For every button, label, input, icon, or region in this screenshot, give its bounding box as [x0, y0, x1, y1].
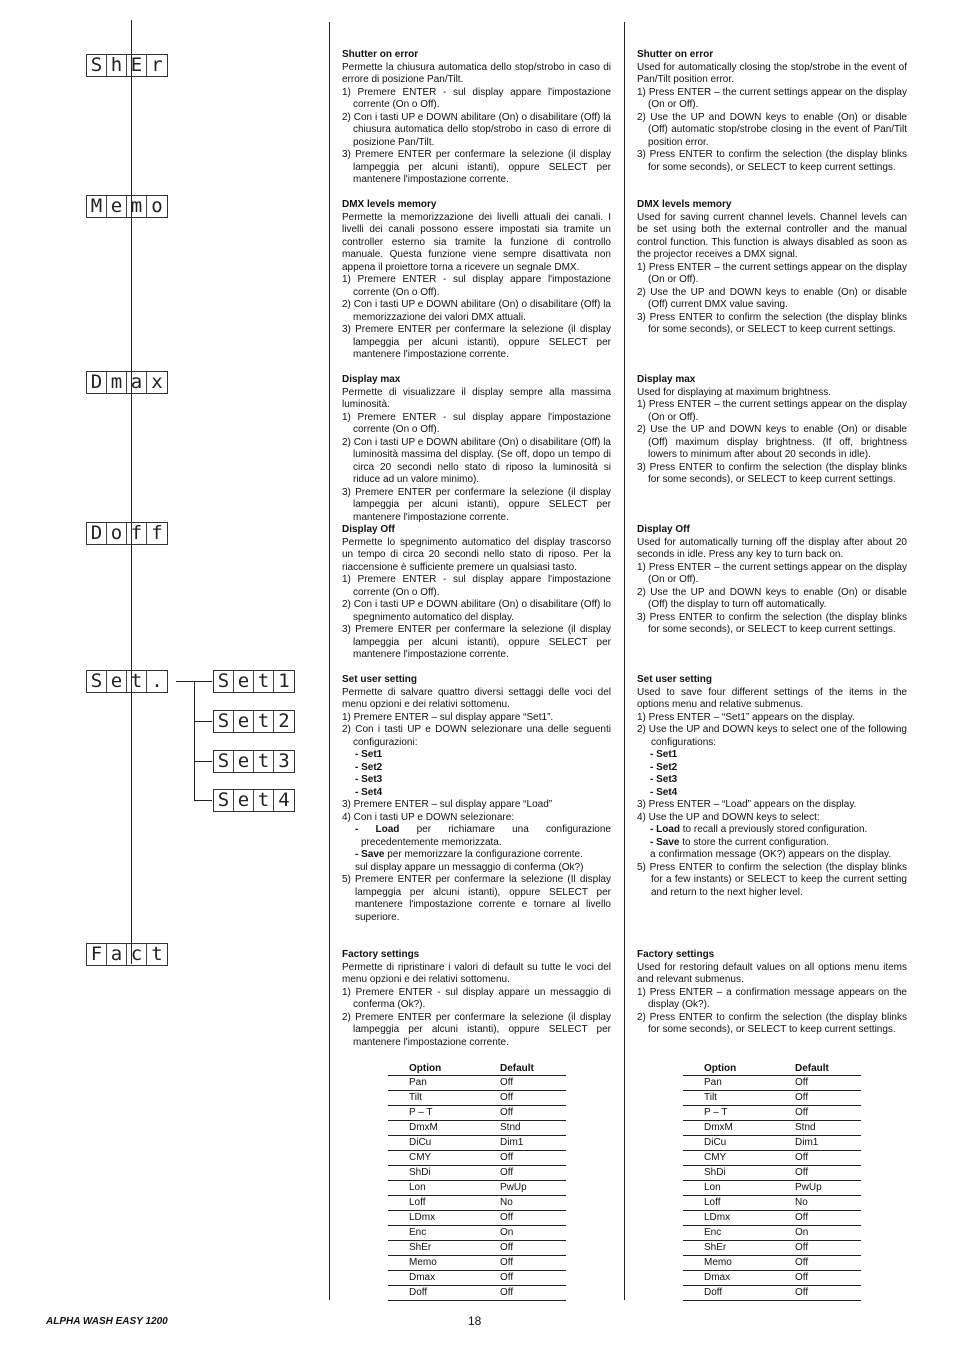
product-name: ALPHA WASH EASY 1200: [46, 1316, 168, 1327]
step: 2) Use the UP and DOWN keys to enable (On) or disable (Off) the display to turn off automatically.: [637, 586, 907, 610]
step: 5) Press ENTER to confirm the selection (the display blinks for a few instants) or SELECT to keep the current setting and return to the next higher level.: [637, 861, 907, 898]
step: 3) Press ENTER to confirm the selection (the display blinks for some seconds), or SELECT to keep current settings.: [637, 461, 907, 485]
display-char: a: [107, 944, 127, 965]
display-char: t: [254, 711, 274, 732]
section-intro: Permette la memorizzazione dei livelli attuali dei canali. I livelli dei canali possono essere impostati sia tramite un controller esterno sia tramite la funzione di controllo manuale. Questa funzione viene sempre disattivata non appena il proiettore torna a ricevere un segnale DMX.: [342, 211, 611, 273]
display-char: M: [87, 196, 107, 217]
display-sher: [86, 54, 168, 77]
table-row: [683, 1256, 861, 1271]
table-row: [388, 1076, 566, 1091]
section-title: Shutter on error: [637, 49, 714, 60]
table-row: [683, 1286, 861, 1301]
default-cell: Off: [774, 1076, 861, 1091]
section-title: Display Off: [342, 524, 395, 535]
it-section-set: [342, 674, 611, 924]
option-cell: DmxM: [388, 1121, 479, 1136]
table-row: [388, 1256, 566, 1271]
table-row: [388, 1271, 566, 1286]
section-intro: Permette di salvare quattro diversi settaggi delle voci del menu opzioni e dei relativi sottomenu.: [342, 686, 611, 710]
display-set3: [213, 750, 295, 773]
default-cell: PwUp: [774, 1181, 861, 1196]
step: 1) Premere ENTER - sul display appare l'impostazione corrente (On o Off).: [342, 411, 611, 435]
table-row: [388, 1241, 566, 1256]
step: 3) Premere ENTER per confermare la selezione (il display lampeggia per alcuni istanti), oppure SELECT per mantenere l'impostazione corrente.: [342, 624, 611, 660]
step: 1) Premere ENTER – sul display appare “Set1”.: [342, 711, 554, 723]
display-memo: [86, 195, 168, 218]
option: - Set3: [650, 774, 678, 785]
option: - Set1: [650, 749, 678, 760]
table-row: [683, 1166, 861, 1181]
en-section-doff: [637, 524, 907, 637]
step: 1) Premere ENTER - sul display appare un messaggio di conferma (Ok?).: [342, 986, 611, 1010]
display-set4: [213, 789, 295, 812]
step: 3) Premere ENTER per confermare la selezione (il display lampeggia per alcuni istanti), oppure SELECT per mantenere l'impostazione corrente.: [342, 324, 611, 360]
table-row: [388, 1196, 566, 1211]
step: 1) Premere ENTER - sul display appare l'impostazione corrente (On o Off).: [342, 86, 611, 110]
column-divider-right: [624, 22, 625, 1300]
display-char: m: [127, 196, 147, 217]
option-cell: Loff: [683, 1196, 774, 1211]
section-intro: Permette lo spegnimento automatico del display trascorso un tempo di circa 20 secondi nello stato di riposo. Per la riaccensione è sufficiente premere un qualsiasi tasto.: [342, 536, 611, 573]
table-row: [388, 1136, 566, 1151]
option-cell: Dmax: [388, 1271, 479, 1286]
display-char: E: [127, 55, 147, 76]
display-char: t: [254, 790, 274, 811]
option-cell: Enc: [683, 1226, 774, 1241]
default-cell: Off: [774, 1256, 861, 1271]
display-char: a: [127, 372, 147, 393]
default-cell: Off: [774, 1211, 861, 1226]
default-cell: Off: [774, 1106, 861, 1121]
default-header: Default: [479, 1061, 566, 1076]
table-row: [388, 1166, 566, 1181]
it-defaults-table: [388, 1061, 566, 1301]
option-header: Option: [683, 1061, 774, 1076]
option-cell: DiCu: [683, 1136, 774, 1151]
section-title: Set user setting: [637, 674, 713, 685]
option-cell: ShEr: [388, 1241, 479, 1256]
step: 2) Use the UP and DOWN keys to enable (On) or disable (Off) automatic stop/strobe closing in the event of Pan/Tilt position error.: [637, 111, 907, 148]
option-cell: CMY: [388, 1151, 479, 1166]
option: - Set2: [355, 761, 383, 773]
option-cell: Dmax: [683, 1271, 774, 1286]
step: 2) Use the UP and DOWN keys to enable (On) or disable (Off) maximum display brightness. (If off, brightness lowers to minimum after about 20 seconds in idle).: [637, 424, 907, 460]
display-char: f: [127, 523, 147, 544]
option-cell: P – T: [388, 1106, 479, 1121]
option-cell: Tilt: [388, 1091, 479, 1106]
display-char: e: [234, 671, 254, 692]
table-row: [388, 1226, 566, 1241]
display-dmax: [86, 371, 168, 394]
option: - Set1: [355, 749, 383, 760]
step: 3) Press ENTER to confirm the selection (the display blinks for some seconds), or SELECT to keep current settings.: [637, 149, 907, 173]
display-set2: [213, 710, 295, 733]
en-defaults-table: [683, 1061, 861, 1301]
table-row: [683, 1106, 861, 1121]
option-cell: CMY: [683, 1151, 774, 1166]
option-header: Option: [388, 1061, 479, 1076]
section-title: DMX levels memory: [342, 199, 437, 210]
step: 2) Con i tasti UP e DOWN abilitare (On) o disabilitare (Off) la luminosità massima del display. (Se off, dopo un tempo di circa 20 secondi nello stato di riposo la luminosità si riduce ad un valore minimo).: [342, 436, 611, 485]
default-cell: Off: [774, 1241, 861, 1256]
option-cell: DiCu: [388, 1136, 479, 1151]
table-row: [683, 1241, 861, 1256]
option-cell: Memo: [388, 1256, 479, 1271]
section-title: Display max: [342, 374, 401, 385]
table-row: [388, 1151, 566, 1166]
step: 1) Press ENTER – a confirmation message appears on the display (Ok?).: [637, 986, 907, 1010]
confirm-text: a confirmation message (OK?) appears on the display.: [650, 849, 892, 860]
default-cell: On: [774, 1226, 861, 1241]
set2-branch-line: [194, 721, 212, 722]
step: 2) Use the UP and DOWN keys to enable (On) or disable (Off) current DMX value saving.: [637, 286, 907, 310]
option-cell: LDmx: [683, 1211, 774, 1226]
display-char: .: [151, 670, 163, 692]
table-header-row: [683, 1061, 861, 1076]
option: - Set4: [355, 786, 383, 798]
section-intro: Used for automatically closing the stop/strobe in the event of Pan/Tilt position error.: [637, 61, 907, 85]
en-section-set: [637, 674, 907, 899]
table-row: [388, 1211, 566, 1226]
step: 2) Use the UP and DOWN keys to select one of the following configurations:: [637, 724, 907, 748]
set4-branch-line: [194, 800, 212, 801]
set3-branch-line: [194, 761, 212, 762]
default-cell: Off: [479, 1241, 566, 1256]
option-cell: ShEr: [683, 1241, 774, 1256]
table-row: [683, 1181, 861, 1196]
default-cell: Off: [479, 1151, 566, 1166]
default-cell: Off: [479, 1091, 566, 1106]
column-divider-left: [329, 22, 330, 1300]
table-row: [683, 1271, 861, 1286]
default-cell: On: [479, 1226, 566, 1241]
table-row: [388, 1181, 566, 1196]
default-cell: Off: [774, 1271, 861, 1286]
default-cell: PwUp: [479, 1181, 566, 1196]
section-title: DMX levels memory: [637, 199, 732, 210]
menu-tree-line: [131, 20, 132, 964]
display-char: D: [87, 523, 107, 544]
option-cell: Pan: [388, 1076, 479, 1091]
default-cell: Off: [774, 1151, 861, 1166]
default-cell: Stnd: [479, 1121, 566, 1136]
display-doff: [86, 522, 168, 545]
step: 3) Press ENTER to confirm the selection (the display blinks for some seconds), or SELECT to keep current settings.: [637, 311, 907, 335]
display-char: 2: [278, 710, 290, 732]
section-title: Display Off: [637, 524, 690, 535]
default-cell: Off: [479, 1271, 566, 1286]
option-cell: Doff: [388, 1286, 479, 1301]
option-cell: ShDi: [683, 1166, 774, 1181]
table-row: [388, 1091, 566, 1106]
option-cell: Enc: [388, 1226, 479, 1241]
step: 3) Press ENTER – “Load” appears on the display.: [637, 799, 857, 810]
step: 4) Con i tasti UP e DOWN selezionare:: [342, 811, 515, 823]
display-char: S: [214, 711, 234, 732]
step: 4) Use the UP and DOWN keys to select:: [637, 811, 820, 823]
section-intro: Used for restoring default values on all options menu items and relevant submenus.: [637, 961, 907, 985]
display-char: h: [107, 55, 127, 76]
step: 1) Premere ENTER - sul display appare l'impostazione corrente (On o Off).: [342, 574, 611, 598]
display-char: t: [254, 671, 274, 692]
page-number: 18: [468, 1314, 482, 1328]
section-intro: Used for automatically turning off the display after about 20 seconds in idle. Press any key to turn back on.: [637, 536, 907, 560]
option-save: - Save per memorizzare la configurazione corrente.: [355, 849, 583, 860]
display-char: o: [107, 523, 127, 544]
section-intro: Used for displaying at maximum brightness.: [637, 386, 831, 398]
step: 1) Press ENTER – the current settings appear on the display (On or Off).: [637, 86, 907, 110]
step: 2) Con i tasti UP e DOWN abilitare (On) o disabilitare (Off) la chiusura automatica dello stop/strobo in caso di errore di posizione Pan/Tilt.: [342, 111, 611, 148]
step: 1) Premere ENTER - sul display appare l'impostazione corrente (On o Off).: [342, 274, 611, 298]
display-char: F: [87, 944, 107, 965]
option-cell: Lon: [683, 1181, 774, 1196]
display-char: 4: [278, 789, 290, 811]
display-char: m: [107, 372, 127, 393]
set-submenu-line: [194, 681, 195, 801]
default-cell: Off: [774, 1286, 861, 1301]
default-cell: Off: [479, 1286, 566, 1301]
table-row: [683, 1136, 861, 1151]
section-title: Display max: [637, 374, 696, 385]
display-char: S: [87, 671, 107, 692]
it-section-fact: [342, 949, 611, 1049]
display-char: x: [151, 371, 163, 393]
option-cell: DmxM: [683, 1121, 774, 1136]
display-char: D: [87, 372, 107, 393]
table-row: [683, 1196, 861, 1211]
display-char: 1: [278, 670, 290, 692]
display-char: t: [254, 751, 274, 772]
option-cell: Memo: [683, 1256, 774, 1271]
default-cell: Stnd: [774, 1121, 861, 1136]
step: 2) Con i tasti UP e DOWN abilitare (On) o disabilitare (Off) lo spegnimento automatico del display.: [342, 599, 611, 623]
en-section-sher: [637, 49, 907, 174]
option-cell: P – T: [683, 1106, 774, 1121]
default-cell: Off: [774, 1091, 861, 1106]
display-char: f: [151, 522, 163, 544]
display-char: S: [214, 751, 234, 772]
step: 1) Press ENTER – the current settings appear on the display (On or Off).: [637, 561, 907, 585]
display-char: t: [127, 671, 147, 692]
default-cell: Off: [479, 1211, 566, 1226]
table-row: [683, 1121, 861, 1136]
default-header: Default: [774, 1061, 861, 1076]
step: 5) Premere ENTER per confermare la selezione (Il display lampeggia per alcuni istanti), oppure SELECT per mantenere l'impostazione corrente e tornare al livello superiore.: [342, 874, 611, 923]
en-section-fact: [637, 949, 907, 1037]
section-intro: Permette di visualizzare il display sempre alla massima luminosità.: [342, 386, 611, 410]
step: 1) Press ENTER – “Set1” appears on the display.: [637, 711, 855, 723]
table-row: [388, 1106, 566, 1121]
display-char: e: [107, 196, 127, 217]
step: 2) Premere ENTER per confermare la selezione (il display lampeggia per alcuni istanti), oppure SELECT per mantenere l'impostazione corrente.: [342, 1011, 611, 1048]
table-row: [683, 1076, 861, 1091]
option-load: - Load to recall a previously stored configuration.: [650, 824, 868, 835]
it-section-sher: [342, 49, 611, 187]
default-cell: Off: [479, 1256, 566, 1271]
table-row: [683, 1211, 861, 1226]
step: 1) Press ENTER – the current settings appear on the display (On or Off).: [637, 261, 907, 285]
en-section-dmax: [637, 374, 907, 487]
display-char: r: [151, 54, 163, 76]
table-header-row: [388, 1061, 566, 1076]
confirm-text: sul display appare un messaggio di conferma (Ok?): [355, 861, 584, 873]
table-row: [683, 1151, 861, 1166]
option-cell: Lon: [388, 1181, 479, 1196]
step: 3) Press ENTER to confirm the selection (the display blinks for some seconds), or SELECT to keep current settings.: [637, 611, 907, 635]
option: - Set3: [355, 774, 383, 785]
default-cell: Off: [479, 1076, 566, 1091]
display-set: [86, 670, 168, 693]
it-section-memo: [342, 199, 611, 362]
section-title: Shutter on error: [342, 49, 419, 60]
display-char: e: [234, 711, 254, 732]
display-char: c: [127, 944, 147, 965]
it-section-doff: [342, 524, 611, 662]
step: 2) Con i tasti UP e DOWN abilitare (On) o disabilitare (Off) la memorizzazione dei valori DMX attuali.: [342, 299, 611, 323]
table-row: [683, 1226, 861, 1241]
section-intro: Used for saving current channel levels. Channel levels can be set using both the external controller and the manual control function. This function is always disabled as soon as the projector receives a DMX signal.: [637, 211, 907, 260]
table-row: [388, 1286, 566, 1301]
display-char: 3: [278, 750, 290, 772]
option-cell: LDmx: [388, 1211, 479, 1226]
section-title: Factory settings: [637, 949, 715, 960]
step: 1) Press ENTER – the current settings appear on the display (On or Off).: [637, 399, 907, 423]
section-title: Set user setting: [342, 674, 418, 685]
default-cell: Dim1: [479, 1136, 566, 1151]
en-section-memo: [637, 199, 907, 337]
option: - Set4: [650, 786, 678, 798]
section-title: Factory settings: [342, 949, 420, 960]
default-cell: No: [774, 1196, 861, 1211]
option-load: - Load per richiamare una configurazione precedentemente memorizzata.: [355, 824, 611, 848]
table-row: [388, 1121, 566, 1136]
option-cell: Tilt: [683, 1091, 774, 1106]
display-fact: [86, 943, 168, 966]
display-char: S: [214, 671, 234, 692]
step: 3) Premere ENTER per confermare la selezione (il display lampeggia per alcuni istanti), oppure SELECT per mantenere l'impostazione corrente.: [342, 149, 611, 185]
option-cell: Pan: [683, 1076, 774, 1091]
display-char: S: [214, 790, 234, 811]
section-intro: Used to save four different settings of the items in the options menu and relative submenus.: [637, 686, 907, 710]
default-cell: Off: [774, 1166, 861, 1181]
step: 2) Press ENTER to confirm the selection (the display blinks for some seconds), or SELECT to keep current settings.: [637, 1011, 907, 1035]
it-section-dmax: [342, 374, 611, 524]
default-cell: No: [479, 1196, 566, 1211]
option-cell: Loff: [388, 1196, 479, 1211]
option-save: - Save to store the current configuration.: [650, 836, 829, 848]
option-cell: ShDi: [388, 1166, 479, 1181]
display-char: e: [234, 790, 254, 811]
display-char: e: [107, 671, 127, 692]
step: 3) Premere ENTER per confermare la selezione (il display lampeggia per alcuni istanti), oppure SELECT per mantenere l'impostazione corrente.: [342, 486, 611, 523]
display-set1: [213, 670, 295, 693]
display-char: e: [234, 751, 254, 772]
display-char: S: [87, 55, 107, 76]
step: 2) Con i tasti UP e DOWN selezionare una delle seguenti configurazioni:: [342, 724, 611, 748]
option-cell: Doff: [683, 1286, 774, 1301]
section-intro: Permette di ripristinare i valori di default su tutte le voci del menu opzioni e dei relativi sottomenu.: [342, 961, 611, 985]
display-char: o: [151, 195, 163, 217]
default-cell: Off: [479, 1166, 566, 1181]
default-cell: Dim1: [774, 1136, 861, 1151]
section-intro: Permette la chiusura automatica dello stop/strobo in caso di errore di posizione Pan/Tilt.: [342, 61, 611, 85]
option: - Set2: [650, 761, 678, 773]
table-row: [683, 1091, 861, 1106]
step: 3) Premere ENTER – sul display appare “Load”: [342, 799, 553, 810]
default-cell: Off: [479, 1106, 566, 1121]
display-char: t: [151, 943, 163, 965]
